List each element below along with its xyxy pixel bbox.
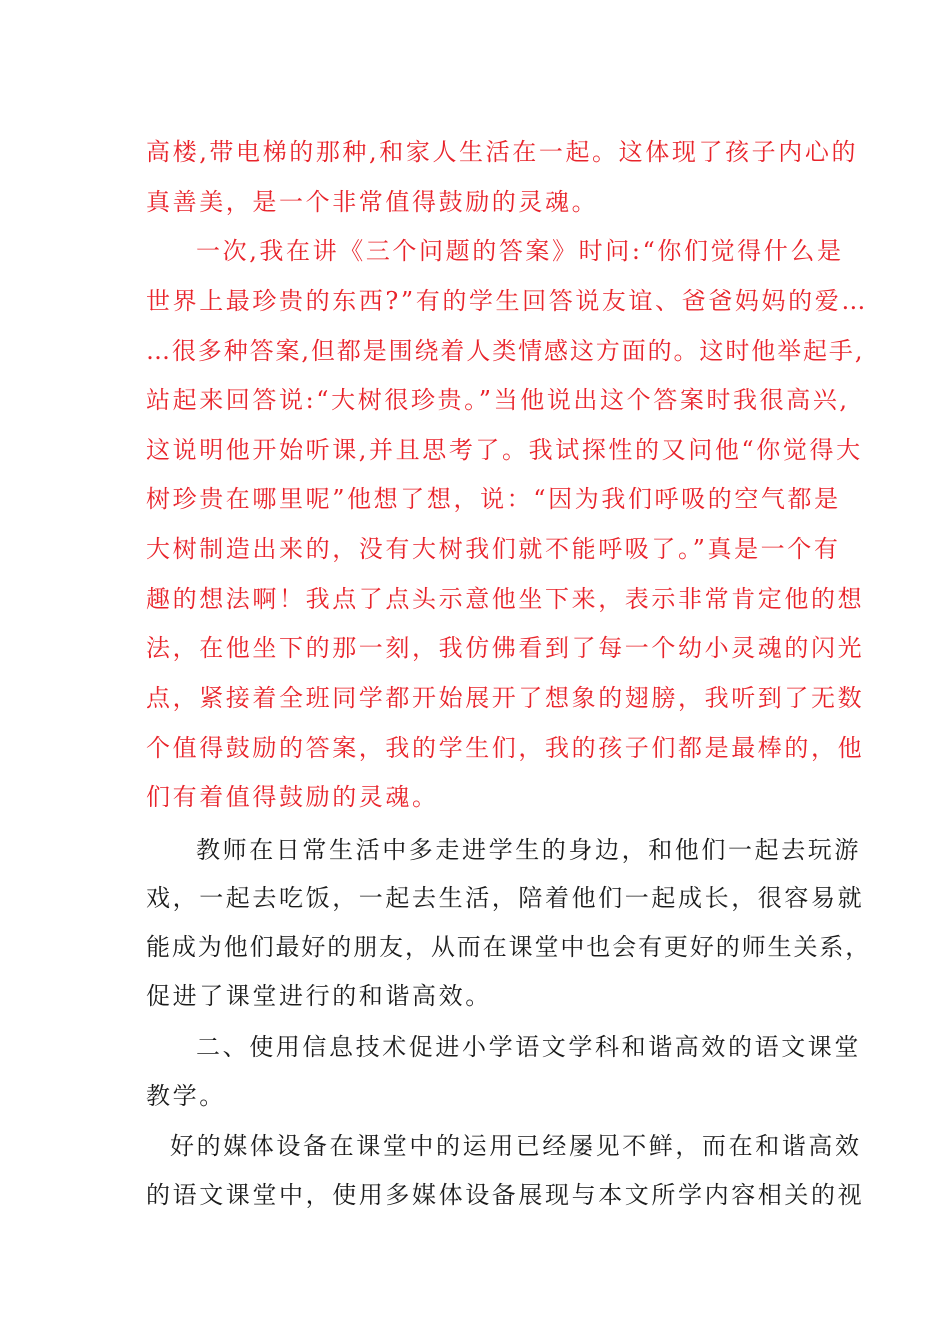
section-heading: 教学。 bbox=[146, 1082, 226, 1110]
text-line: 世界上最珍贵的东西?”有的学生回答说友谊、爸爸妈妈的爱… bbox=[146, 287, 868, 315]
text-line: 能成为他们最好的朋友，从而在课堂中也会有更好的师生关系， bbox=[146, 933, 872, 961]
text-line: 树珍贵在哪里呢”他想了想，说：“因为我们呼吸的空气都是 bbox=[146, 485, 841, 513]
section-heading: 二、使用信息技术促进小学语文学科和谐高效的语文课堂 bbox=[196, 1033, 861, 1061]
text-line: 这说明他开始听课,并且思考了。我试探性的又问他“你觉得大 bbox=[146, 436, 863, 464]
text-line: 个值得鼓励的答案，我的学生们，我的孩子们都是最棒的，他 bbox=[146, 734, 865, 762]
text-line: …很多种答案,但都是围绕着人类情感这方面的。这时他举起手, bbox=[146, 337, 865, 365]
text-line: 站起来回答说:“大树很珍贵。”当他说出这个答案时我很高兴, bbox=[146, 386, 850, 414]
text-line: 促进了课堂进行的和谐高效。 bbox=[146, 982, 492, 1010]
text-line: 的语文课堂中，使用多媒体设备展现与本文所学内容相关的视 bbox=[146, 1181, 865, 1209]
text-line: 戏，一起去吃饭，一起去生活，陪着他们一起成长，很容易就 bbox=[146, 884, 865, 912]
text-line: 好的媒体设备在课堂中的运用已经屡见不鲜，而在和谐高效 bbox=[170, 1132, 862, 1160]
text-line: 大树制造出来的，没有大树我们就不能呼吸了。”真是一个有 bbox=[146, 535, 841, 563]
text-line: 一次,我在讲《三个问题的答案》时问:“你们觉得什么是 bbox=[196, 237, 844, 265]
text-line: 教师在日常生活中多走进学生的身边，和他们一起去玩游 bbox=[196, 836, 861, 864]
text-line: 点，紧接着全班同学都开始展开了想象的翅膀，我听到了无数 bbox=[146, 684, 865, 712]
text-line: 趣的想法啊！我点了点头示意他坐下来，表示非常肯定他的想 bbox=[146, 585, 865, 613]
text-line: 真善美，是一个非常值得鼓励的灵魂。 bbox=[146, 188, 599, 216]
text-line: 高楼,带电梯的那种,和家人生活在一起。这体现了孩子内心的 bbox=[146, 138, 859, 166]
text-line: 法，在他坐下的那一刻，我仿佛看到了每一个幼小灵魂的闪光 bbox=[146, 634, 865, 662]
text-line: 们有着值得鼓励的灵魂。 bbox=[146, 783, 439, 811]
